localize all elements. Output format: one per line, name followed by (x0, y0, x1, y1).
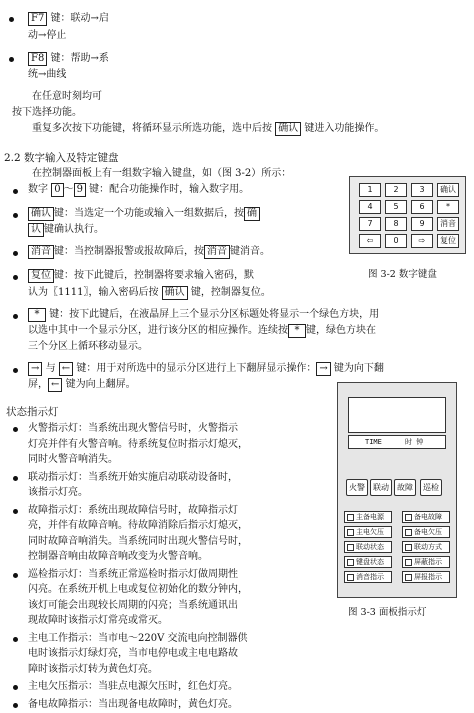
note-line3 (32, 121, 384, 137)
indicator-label: 备电欠压 (414, 528, 442, 536)
digit-desc: 键：配合功能操作时，输入数字用。 (89, 184, 250, 195)
indicator-lamp (402, 511, 450, 523)
indicator-label: 屏报指示 (414, 573, 442, 581)
status-item-text: 电时该指示灯绿灯亮，当市电停电或主电电路故 (28, 648, 238, 659)
bullet (13, 251, 18, 256)
indicator-label: 备电故障 (414, 513, 442, 521)
keypad-key[interactable]: 8 (385, 217, 407, 231)
note-line1: 在任意时刻均可 (32, 91, 102, 102)
lamp-icon (347, 574, 354, 581)
numeric-keypad (349, 176, 466, 254)
keypad-key[interactable]: ⇦ (359, 234, 381, 248)
tilde: ～ (63, 184, 74, 195)
confirm-key: 确认 (28, 207, 54, 221)
lamp-icon (405, 574, 412, 581)
note-line2: 按下选择功能。 (12, 107, 82, 118)
keypad-key[interactable]: 1 (359, 183, 381, 197)
f7-key: F7 (28, 12, 47, 26)
keypad-key[interactable]: * (437, 200, 459, 214)
star-desc3: 键，绿色方块在 (306, 325, 376, 336)
lamp-icon (347, 514, 354, 521)
f7-item (28, 11, 109, 27)
star-desc2: 以选中其中一个显示分区，进行该分区的相应操作。连续按 (28, 325, 288, 336)
f8-text: 键：帮助→系 (50, 53, 109, 64)
left-arrow-key: ← (59, 362, 73, 376)
f7-text-cont: 动→停止 (28, 30, 67, 41)
panel-caption: 图 3-3 面板指示灯 (348, 607, 427, 618)
arrow-desc3: 屏， (28, 379, 48, 390)
indicator-label: 联动方式 (414, 543, 442, 551)
arrow-item (28, 361, 384, 377)
status-item-text: 备电故障指示：当出现备电故障时，黄色灯亮。 (28, 698, 238, 710)
lamp-icon (405, 544, 412, 551)
key-9: 9 (74, 183, 86, 197)
indicator-label: 屏蔽指示 (414, 558, 442, 566)
arrow-desc4: 键为向上翻屏。 (65, 379, 136, 390)
keypad-key[interactable]: 复位 (437, 234, 459, 248)
bullet (13, 685, 18, 690)
section-intro: 在控制器面板上有一组数字输入键盘，如（图 3-2）所示： (32, 168, 292, 179)
status-item-text: 该指示灯亮。 (28, 487, 88, 498)
indicator-label: 消音指示 (356, 573, 384, 581)
lamp-icon (405, 529, 412, 536)
time-label: TIME (365, 438, 382, 446)
keypad-key[interactable]: 6 (411, 200, 433, 214)
reset-item (28, 268, 254, 284)
indicator-label: 联动状态 (356, 543, 384, 551)
star-key: * (28, 308, 46, 322)
status-item-text: 联动指示灯：当系统开始实施启动联动设备时， (28, 471, 238, 483)
indicator-label: 主备电源 (356, 513, 384, 521)
confirm-key-split: 确 (244, 207, 260, 221)
clock-label: 时 钟 (405, 438, 424, 446)
status-item-text: 亮，并伴有故障音响。待故障消除后指示灯熄灭， (28, 520, 248, 531)
note-text: 重复多次按下功能键，将循环显示所选功能，选中后按 (32, 123, 272, 134)
note-text-end: 键进入功能操作。 (304, 123, 385, 134)
bullet (13, 703, 18, 708)
indicator-lamp (402, 571, 450, 583)
bullet (9, 57, 14, 62)
reset-item-cont (28, 285, 271, 301)
lamp-icon (347, 559, 354, 566)
lamp-icon (347, 544, 354, 551)
indicator-lamp (344, 571, 392, 583)
indicator-lamp (402, 526, 450, 538)
bullet (13, 637, 18, 642)
bullet (13, 573, 18, 578)
panel-button[interactable]: 巡检 (420, 479, 442, 496)
keypad-key[interactable]: 2 (385, 183, 407, 197)
bullet (13, 275, 18, 280)
status-item-text: 现故障时该指示灯常亮或常灭。 (28, 615, 168, 626)
lamp-icon (405, 559, 412, 566)
keypad-key[interactable]: ⇨ (411, 234, 433, 248)
lamp-icon (347, 529, 354, 536)
confirm-item-cont (28, 222, 104, 238)
status-item-text: 主电工作指示：当市电～220V 交流电向控制器供 (28, 632, 248, 644)
status-item-text: 故障指示灯：系统出现故障信号时，故障指示灯 (28, 504, 238, 516)
reset-desc: 键：按下此键后，控制器将要求输入密码，默 (54, 270, 254, 281)
keypad-key[interactable]: 5 (385, 200, 407, 214)
star-item-cont (28, 323, 376, 339)
mute-desc: 键：当控制器报警或报故障后，按 (54, 246, 204, 257)
panel-button[interactable]: 故障 (394, 479, 416, 496)
bullet (13, 368, 18, 373)
and-text: 与 (45, 363, 56, 374)
indicator-panel (337, 382, 457, 598)
bullet (13, 476, 18, 481)
keypad-caption: 图 3-2 数字键盘 (368, 269, 437, 280)
indicator-lamp (344, 526, 392, 538)
f7-text: 键：联动→启 (50, 13, 109, 24)
star-item (28, 307, 379, 323)
bullet (13, 213, 18, 218)
confirm-desc2: 键确认执行。 (44, 224, 104, 235)
left-arrow-key2: ← (48, 378, 62, 392)
digit-item (28, 182, 249, 198)
keypad-key[interactable]: 4 (359, 200, 381, 214)
keypad-key[interactable]: 确认 (437, 183, 459, 197)
lcd-status-strip (348, 435, 446, 449)
status-item-text: 同时故障音响消失。当系统同时出现火警信号时， (28, 535, 248, 547)
mute-key2: 消音 (204, 245, 230, 259)
mute-item (28, 244, 270, 260)
status-item-text: 该灯可能会出现较长周期的闪亮；当系统通讯出 (28, 599, 238, 611)
panel-button[interactable]: 火警 (346, 479, 368, 496)
confirm-key: 确认 (162, 286, 188, 300)
confirm-desc: 键：当选定一个功能或输入一组数据后，按 (54, 208, 244, 219)
status-title: 状态指示灯 (6, 406, 59, 418)
mute-key: 消音 (28, 245, 54, 259)
lamp-icon (405, 514, 412, 521)
status-item-text: 巡检指示灯：当系统正常巡检时指示灯做周期性 (28, 568, 238, 580)
f8-text-cont: 统→曲线 (28, 69, 67, 80)
bullet (13, 314, 18, 319)
indicator-lamp (344, 511, 392, 523)
keypad-key[interactable]: 9 (411, 217, 433, 231)
keypad-key[interactable]: 7 (359, 217, 381, 231)
bullet (13, 427, 18, 432)
right-arrow-key: → (28, 362, 42, 376)
arrow-desc: 键：用于对所选中的显示分区进行上下翻屏显示操作： (76, 363, 317, 374)
arrow-desc2: 键为向下翻 (333, 363, 384, 374)
confirm-key: 确认 (275, 122, 301, 136)
f8-key: F8 (28, 52, 47, 66)
keypad-key[interactable]: 3 (411, 183, 433, 197)
bullet (9, 17, 14, 22)
status-item-text: 闪亮。在系统开机上电或复位初始化的数分钟内， (28, 584, 248, 595)
star-desc: 键：按下此键后，在液晶屏上三个显示分区标题处将显示一个绿色方块，用 (49, 309, 380, 320)
keypad-key[interactable]: 0 (385, 234, 407, 248)
mute-desc2: 键消音。 (230, 246, 270, 257)
status-item-text: 障时该指示灯转为黄色灯亮。 (28, 663, 158, 675)
indicator-lamp (402, 541, 450, 553)
star-key2: * (288, 324, 306, 338)
status-item-text: 同时火警音响消失。 (28, 454, 118, 465)
panel-button[interactable]: 联动 (370, 479, 392, 496)
confirm-item (28, 206, 260, 222)
indicator-lamp (344, 541, 392, 553)
confirm-key-split2: 认 (28, 223, 44, 237)
key-0: 0 (51, 183, 63, 197)
status-item-text: 主电欠压指示：当驻点电源欠压时，红色灯亮。 (28, 681, 238, 692)
indicator-lamp (402, 556, 450, 568)
lcd-screen (348, 397, 446, 433)
keypad-key[interactable]: 消音 (437, 217, 459, 231)
indicator-label: 主电欠压 (356, 528, 384, 536)
section-title: 2.2 数字输入及特定键盘 (4, 152, 119, 164)
status-item-text: 控制器音响由故障音响改变为火警音响。 (28, 551, 208, 562)
f8-item (28, 51, 109, 67)
bullet (13, 509, 18, 514)
status-item-text: 灯亮并伴有火警音响。待系统复位时指示灯熄灭， (28, 438, 248, 450)
status-item-text: 火警指示灯：当系统出现火警信号时，火警指示 (28, 423, 238, 434)
bullet (13, 189, 18, 194)
star-item-cont2: 三个分区上循环移动显示。 (28, 341, 148, 352)
arrow-item-cont (28, 377, 136, 393)
right-arrow-key2: → (316, 362, 330, 376)
digit-label: 数字 (28, 184, 48, 195)
indicator-lamp (344, 556, 392, 568)
reset-key: 复位 (28, 269, 54, 283)
indicator-label: 键盘状态 (356, 558, 384, 566)
reset-desc3: 键，控制器复位。 (190, 287, 271, 298)
reset-desc2: 认为〖1111〗，输入密码后按 (28, 287, 159, 298)
